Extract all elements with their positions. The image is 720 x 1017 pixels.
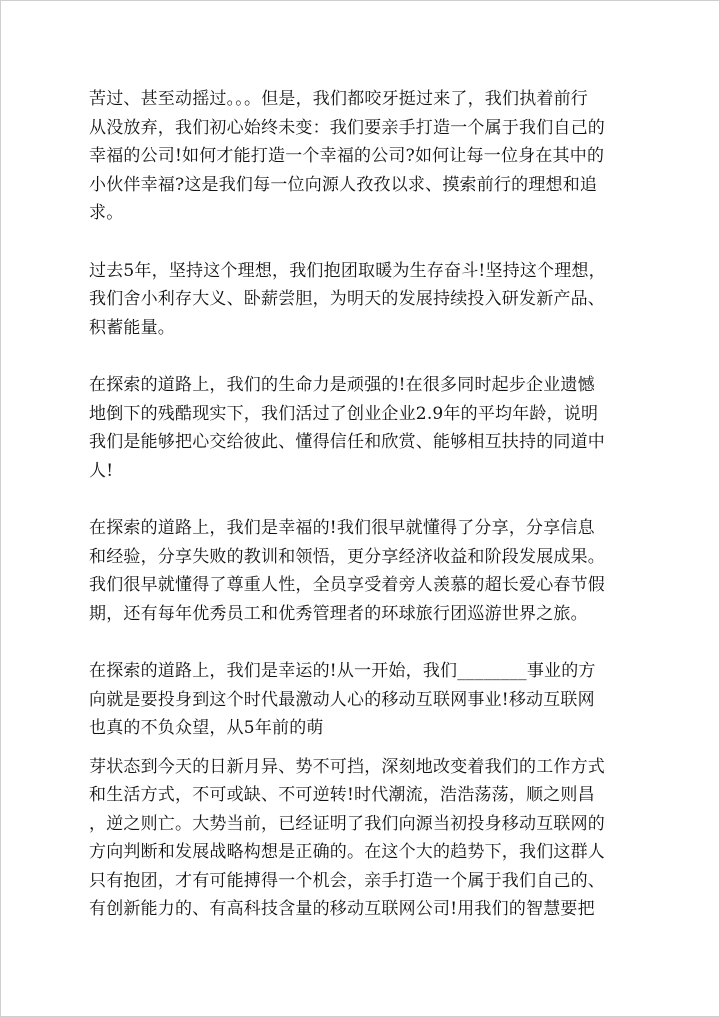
paragraph-past-five-years: 过去5年，坚持这个理想，我们抱团取暖为生存奋斗!坚持这个理想， 我们舍小利存大义、卧薪尝胆，为明天的发展持续投入研发新产品、 积蓄能量。	[89, 260, 606, 338]
paragraph-spacer	[89, 485, 634, 514]
paragraph-happiness: 在探索的道路上，我们是幸福的!我们很早就懂得了分享，分享信息 和经验，分享失败的教训和领悟，更分享经济收益和阶段发展成果。 我们很早就懂得了尊重人性，全员享受着旁人羡慕的超长爱心春节假 期，还有每年优秀员工和优秀管理者的环球旅行团巡游世界之旅。	[89, 518, 605, 624]
paragraph-spacer	[89, 342, 634, 371]
paragraph-spacer	[89, 228, 634, 257]
paragraph-vitality: 在探索的道路上，我们的生命力是顽强的!在很多同时起步企业遗憾 地倒下的残酷现实下，我们活过了创业企业2.9年的平均年龄，说明 我们是能够把心交给彼此、懂得信任和欣赏、能够相互扶持的同道中 人!	[89, 375, 605, 481]
paragraph-spacer	[89, 743, 634, 753]
document-body	[89, 85, 634, 924]
paragraph-fortune: 在探索的道路上，我们是幸运的!从一开始，我们________事业的方 向就是要投身到这个时代最激动人心的移动互联网事业!移动互联网 也真的不负众望，从5年前的萌	[89, 661, 596, 738]
paragraph-hardships: 苦过、甚至动摇过。。。但是，我们都咬牙挺过来了，我们执着前行 从没放弃，我们初心始终未变：我们要亲手打造一个属于我们自己的 幸福的公司!如何才能打造一个幸福的公司?如何让每一位身在其中的 小伙伴幸福?这是我们每一位向源人孜孜以求、摸索前行的理想和追 求。	[89, 89, 605, 223]
paragraph-trend: 芽状态到今天的日新月异、势不可挡，深刻地改变着我们的工作方式 和生活方式，不可或缺、不可逆转!时代潮流，浩浩荡荡，顺之则昌 ，逆之则亡。大势当前，已经证明了我们向源当初投身移动互联网的 方向判断和发展战略构想是正确的。在这个大的趋势下，我们这群人 只有抱团，才有可能搏得一个机会，亲手打造一个属于我们自己的、 有创新能力的、有高科技含量的移动互联网公司!用我们的智慧要把	[89, 756, 605, 919]
paragraph-spacer	[89, 628, 634, 657]
